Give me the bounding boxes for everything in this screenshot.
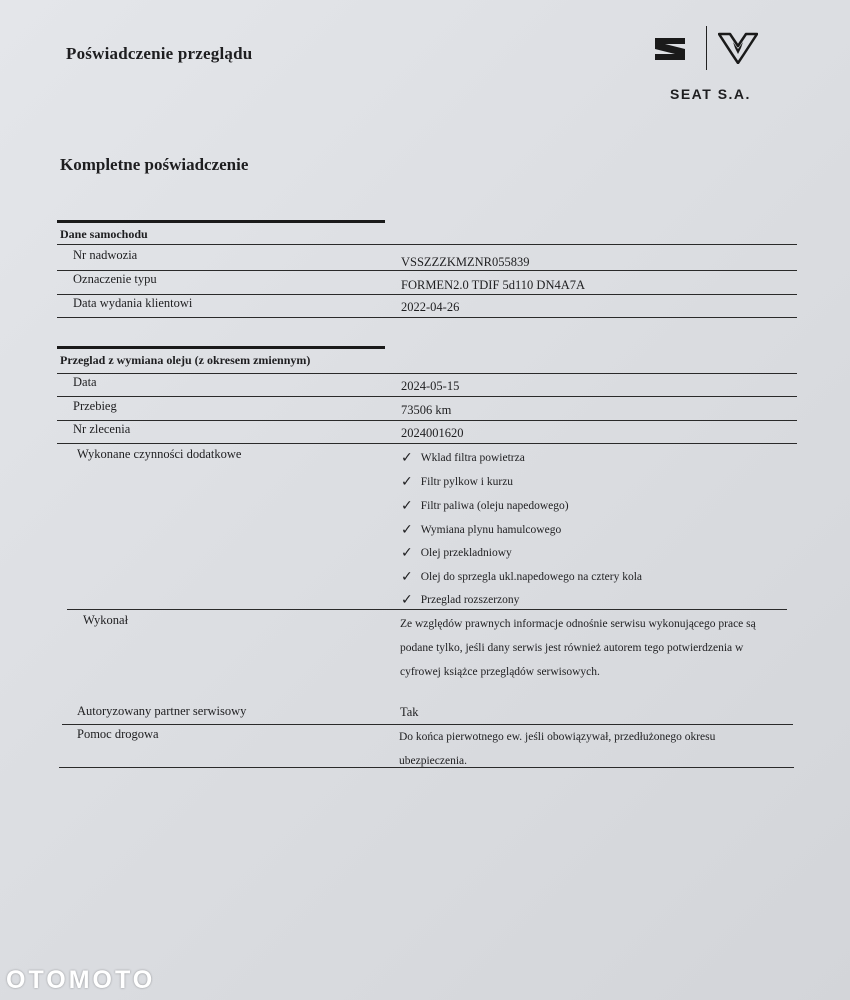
document-subtitle: Kompletne poświadczenie	[60, 155, 249, 174]
check-icon: ✓	[401, 569, 413, 585]
list-item-fuel-filter: ✓ Filtr paliwa (oleju napedowego)	[401, 498, 569, 514]
seat-logo-icon	[652, 36, 688, 62]
value-authorized-partner: Tak	[400, 705, 419, 719]
value-mileage: 73506 km	[401, 403, 452, 417]
cupra-logo-icon	[718, 32, 758, 64]
check-icon: ✓	[401, 474, 413, 490]
label-order-number: Nr zlecenia	[73, 422, 131, 436]
document-title: Poświadczenie przeglądu	[66, 44, 253, 63]
list-item-brake-fluid: ✓ Wymiana plynu hamulcowego	[401, 522, 562, 538]
divider	[57, 420, 797, 421]
divider	[57, 396, 797, 397]
check-icon: ✓	[401, 498, 413, 514]
brand-logos	[648, 26, 760, 108]
section-title-car-data: Dane samochodu	[60, 227, 148, 241]
label-roadside-assistance: Pomoc drogowa	[77, 727, 159, 741]
label-vin: Nr nadwozia	[73, 248, 138, 262]
check-icon: ✓	[401, 592, 413, 608]
divider	[57, 317, 797, 318]
list-item-awd-clutch-oil: ✓ Olej do sprzegla ukl.napedowego na cztery kola	[401, 569, 643, 585]
divider	[59, 767, 794, 768]
list-item-pollen-filter: ✓ Filtr pylkow i kurzu	[401, 474, 514, 490]
list-item-air-filter: ✓ Wklad filtra powietrza	[401, 450, 525, 466]
label-delivery-date: Data wydania klientowi	[73, 296, 193, 310]
label-extra-work: Wykonane czynności dodatkowe	[77, 447, 242, 461]
check-icon: ✓	[401, 450, 413, 466]
value-vin: VSSZZZKMZNR055839	[401, 255, 530, 269]
value-type: FORMEN2.0 TDIF 5d110 DN4A7A	[401, 278, 586, 292]
value-performed-by: Ze względów prawnych informacje odnośnie serwisu wykonującego prace są podane tylko, jeśli dany serwis jest również autorem tego potwierdzenia w cyfrowej książce przeglądów serwisowych.	[400, 618, 756, 678]
divider	[57, 373, 797, 374]
section-bar-car-data	[57, 220, 385, 223]
logo-divider	[706, 26, 707, 70]
divider	[57, 270, 797, 271]
divider	[57, 443, 797, 444]
section-bar-inspection	[57, 346, 385, 349]
value-roadside-assistance: Do końca pierwotnego ew. jeśli obowiązywał, przedłużonego okresu ubezpieczenia.	[399, 731, 716, 767]
label-type: Oznaczenie typu	[73, 272, 157, 286]
company-name: SEAT S.A.	[670, 86, 751, 102]
list-item-gear-oil: ✓ Olej przekladniowy	[401, 545, 512, 561]
section-title-inspection: Przeglad z wymiana oleju (z okresem zmiennym)	[60, 353, 311, 367]
value-order-number: 2024001620	[401, 426, 464, 440]
value-delivery-date: 2022-04-26	[401, 300, 460, 314]
divider	[57, 244, 797, 245]
divider	[67, 609, 787, 610]
watermark: OTOMOTO	[6, 966, 156, 994]
check-icon: ✓	[401, 522, 413, 538]
label-authorized-partner: Autoryzowany partner serwisowy	[77, 704, 247, 718]
value-date: 2024-05-15	[401, 379, 460, 393]
check-icon: ✓	[401, 545, 413, 561]
label-date: Data	[73, 375, 97, 389]
label-mileage: Przebieg	[73, 399, 117, 413]
divider	[57, 294, 797, 295]
list-item-extended-inspection: ✓ Przeglad rozszerzony	[401, 592, 520, 608]
label-performed-by: Wykonał	[83, 613, 129, 627]
